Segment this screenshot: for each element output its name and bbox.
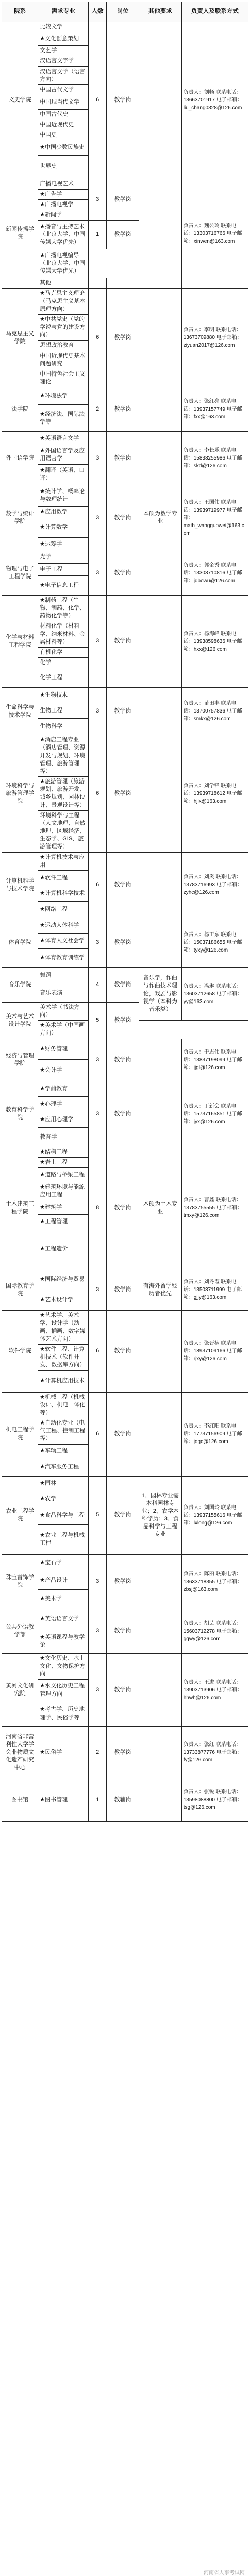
position-cell: 教学岗	[107, 485, 139, 551]
contact-cell: 负责人：丁新会 联系电话：15737165851 电子邮箱：jyx@126.com	[181, 1081, 248, 1147]
position-cell: 教学岗	[107, 595, 139, 687]
table-body	[2, 22, 248, 1822]
dept-cell: 马克思主义学院	[2, 289, 38, 387]
dept-cell: 教育科学学院	[2, 1081, 38, 1147]
requirement-cell	[139, 22, 181, 179]
dept-cell: 法学院	[2, 387, 38, 432]
major-cell: ★汽车服务工程	[38, 1459, 89, 1476]
major-cell: 光学	[38, 551, 89, 563]
contact-cell: 负责人：张红 联系电话：13733877776 电子邮箱：fy@126.com	[181, 1727, 248, 1778]
major-cell: 汉语言文字学	[38, 56, 89, 66]
major-cell: ★中共党史（党的学说与党的建设方向）	[38, 314, 89, 341]
dept-cell: 数学与统计学院	[2, 485, 38, 551]
table-row	[2, 485, 248, 506]
dept-cell: 体育学院	[2, 918, 38, 967]
position-cell: 教学岗	[107, 1653, 139, 1727]
contact-cell: 负责人：王进 联系电话：13903713906 电子邮箱：hhwh@126.com	[181, 1653, 248, 1727]
dept-cell: 外国语学院	[2, 432, 38, 485]
position-cell: 教学岗	[107, 1081, 139, 1147]
contact-cell: 负责人：魏公玲 联系电话：13303716766 电子邮箱：xinwen@163.com	[181, 179, 248, 289]
recruitment-table-container	[2, 2, 248, 1822]
requirement-cell	[139, 289, 181, 387]
dept-cell: 美术与艺术设计学院	[2, 1002, 38, 1039]
major-cell: 材料化学（材料学、纳米材料、金属材料等）	[38, 621, 89, 648]
dept-cell: 河南省非营利性大学学会非物质文化遗产研究中心	[2, 1727, 38, 1778]
dept-cell: 软件学院	[2, 1311, 38, 1392]
major-cell: ★艺术学、美术学、设计学（动画、插画、数字媒体艺术方向）	[38, 1311, 89, 1345]
major-cell: ★艺术设计学	[38, 1290, 89, 1311]
contact-cell: 负责人：苗田丰 联系电话：13700757836 电子邮箱：smkx@126.com	[181, 688, 248, 735]
position-cell: 教学岗	[107, 387, 139, 432]
count-cell: 6	[89, 735, 107, 852]
table-row	[2, 1727, 248, 1778]
header-requirements: 其他要求	[139, 2, 181, 22]
position-cell: 教学岗	[107, 432, 139, 485]
major-cell: ★网络工程	[38, 901, 89, 918]
requirement-cell	[139, 1653, 181, 1727]
major-cell: ★水文化历史工程管理方向	[38, 1680, 89, 1701]
contact-cell: 负责人：张红亮 联系电话：13937157749 电子邮箱：fxx@163.com	[181, 387, 248, 432]
count-cell: 1	[89, 1778, 107, 1822]
requirement-cell	[139, 1609, 181, 1653]
major-cell: ★旅游管理（旅游规划、旅游开发、城乡规划、园林设计、景观设计等）	[38, 777, 89, 811]
requirement-cell	[139, 1727, 181, 1778]
major-cell: 思想政治教育	[38, 341, 89, 351]
dept-cell: 化学与材料工程学院	[2, 595, 38, 687]
contact-cell: 负责人：刘冬霞 联系电话：13503711999 电子邮箱：gjjy@163.com	[181, 1269, 248, 1311]
contact-cell: 负责人：冯琳 联系电话：13603712658 电子邮箱：yy@163.com	[181, 967, 248, 1020]
dept-cell: 环境科学与旅游管理学院	[2, 735, 38, 852]
major-cell: ★生物技术	[38, 688, 89, 703]
contact-cell: 负责人：张晋楠 联系电话：18937109166 电子邮箱：rjxy@126.com	[181, 1311, 248, 1392]
major-cell: 中国古代史	[38, 110, 89, 120]
dept-cell: 音乐学院	[2, 967, 38, 1002]
requirement-cell: 本硕为土木专业	[139, 1147, 181, 1269]
position-cell: 教学岗	[107, 967, 139, 1002]
major-cell: ★外国语言学及应用语言学	[38, 446, 89, 464]
major-cell: ★结构工程	[38, 1147, 89, 1157]
position-cell: 教学岗	[107, 179, 139, 221]
table-row	[2, 1039, 248, 1059]
major-cell: ★酒店工程专业（酒店管理、资源开发与规划、环境管理、旅游管理等）	[38, 735, 89, 777]
major-cell: ★宝石学	[38, 1554, 89, 1572]
major-cell: ★体育教育训练学	[38, 948, 89, 967]
major-cell: ★计算数学	[38, 517, 89, 537]
position-cell	[107, 278, 139, 289]
major-cell: 中国现当代文学	[38, 95, 89, 110]
major-cell: 化学工程	[38, 668, 89, 688]
table-row	[2, 1476, 248, 1492]
major-cell: 环境科学与工程（人文地理、自然地理、区域经济、生态学、GIS、旅游管理等）	[38, 810, 89, 852]
requirement-cell	[139, 595, 181, 687]
major-cell: ★软件工程	[38, 870, 89, 886]
table-row	[2, 1653, 248, 1680]
count-cell: 3	[89, 1081, 107, 1147]
major-cell: ★建筑学	[38, 1200, 89, 1215]
major-cell: 广播电视艺术	[38, 179, 89, 189]
requirement-cell: 音乐学，作曲与作曲技术理论，戏剧与影视学（本科为音乐类）	[139, 967, 181, 1020]
requirement-cell	[139, 852, 181, 918]
contact-cell: 负责人：曹鑫 联系电话：13783755555 电子邮箱：tmxy@126.com	[181, 1147, 248, 1269]
major-cell: 生物工程	[38, 703, 89, 719]
major-cell: ★体育人文社会学	[38, 933, 89, 948]
major-cell: ★岩土工程	[38, 1157, 89, 1167]
table-row	[2, 1269, 248, 1290]
major-cell: ★工程造价	[38, 1229, 89, 1269]
count-cell: 3	[89, 551, 107, 595]
count-cell: 3	[89, 179, 107, 221]
count-cell: 3	[89, 432, 107, 485]
header-position: 岗位	[107, 2, 139, 22]
count-cell: 3	[89, 1039, 107, 1081]
dept-cell: 农业工程学院	[2, 1476, 38, 1554]
table-row	[2, 432, 248, 446]
major-cell: ★车辆工程	[38, 1444, 89, 1459]
table-row	[2, 595, 248, 621]
recruitment-table	[2, 2, 248, 1822]
major-cell: 文艺学	[38, 46, 89, 56]
dept-cell: 国际教育学院	[2, 1269, 38, 1311]
table-row	[2, 179, 248, 189]
count-cell	[89, 278, 107, 289]
major-cell: ★应用数学	[38, 506, 89, 517]
contact-cell: 负责人：刘畅 联系电话：13663701917 电子邮箱：liu_chang0328@126.com	[181, 22, 248, 179]
major-cell: 世界史	[38, 155, 89, 179]
table-row	[2, 551, 248, 563]
major-cell: ★广告学	[38, 189, 89, 199]
count-cell: 3	[89, 1554, 107, 1609]
position-cell: 教学岗	[107, 551, 139, 595]
position-cell: 教学岗	[107, 918, 139, 967]
major-cell: ★考古学、历史地理学、民俗学等	[38, 1701, 89, 1727]
requirement-cell: 1、园林专业需本科园林专业；2、农学本科学历；3、食品科学与工程专业	[139, 1476, 181, 1554]
contact-cell: 负责人：刘炎 联系电话：13783716993 电子邮箱：zyhc@126.com	[181, 852, 248, 918]
contact-cell: 负责人：胡芸 联系电话：15603712278 电子邮箱：ggwy@126.com	[181, 1609, 248, 1653]
position-cell: 教学岗	[107, 1039, 139, 1081]
table-row	[2, 918, 248, 933]
table-header-row	[2, 2, 248, 22]
contact-cell: 负责人：李长乐 联系电话：15838255986 电子邮箱：skd@126.com	[181, 432, 248, 485]
major-cell: ★马克思主义理论（马克思主义基本原理方向）	[38, 289, 89, 315]
requirement-cell: 本硕为数学专业	[139, 485, 181, 551]
major-cell: 电子工程	[38, 563, 89, 575]
major-cell: ★建筑环境与能源应用工程	[38, 1182, 89, 1200]
major-cell: ★道路与桥梁工程	[38, 1167, 89, 1182]
count-cell: 3	[89, 918, 107, 967]
major-cell: ★农学	[38, 1492, 89, 1507]
contact-cell: 负责人：刘国玲 联系电话：13937155616 电子邮箱：lxlong@126.com	[181, 1476, 248, 1554]
major-cell: 有机化学	[38, 647, 89, 657]
requirement-cell	[139, 387, 181, 432]
count-cell: 6	[89, 1311, 107, 1392]
count-cell: 2	[89, 387, 107, 432]
major-cell: 中国古代文学	[38, 84, 89, 95]
requirement-cell	[139, 1554, 181, 1609]
major-cell: ★计算机科学技术	[38, 886, 89, 901]
position-cell: 教学岗	[107, 1269, 139, 1311]
major-cell: ★农业工程与机械工程	[38, 1524, 89, 1554]
major-cell: 中国史	[38, 130, 89, 141]
contact-cell: 负责人：李红阳 联系电话：17737156909 电子邮箱：jdgc@126.com	[181, 1392, 248, 1476]
major-cell: 舞蹈	[38, 967, 89, 984]
major-cell: ★英语语言文学	[38, 1609, 89, 1630]
major-cell: ★产品设计	[38, 1572, 89, 1589]
contact-cell: 负责人：刘学锋 联系电话：13939718612 电子邮箱：hjlx@163.com	[181, 735, 248, 852]
table-row	[2, 1554, 248, 1572]
position-cell: 教学岗	[107, 1147, 139, 1269]
major-cell: ★会计学	[38, 1059, 89, 1081]
position-cell: 教学岗	[107, 688, 139, 735]
count-cell: 5	[89, 1002, 107, 1039]
major-cell: ★文化创意策划	[38, 32, 89, 46]
requirement-cell	[139, 551, 181, 595]
count-cell: 5	[89, 1476, 107, 1554]
dept-cell: 图书馆	[2, 1778, 38, 1822]
dept-cell: 经济与管理学院	[2, 1039, 38, 1081]
major-cell: ★食品科学与工程	[38, 1507, 89, 1524]
major-cell: ★学前教育	[38, 1081, 89, 1096]
position-cell: 教学岗	[107, 852, 139, 918]
major-cell: ★民俗学	[38, 1727, 89, 1778]
major-cell: ★国际经济与贸易	[38, 1269, 89, 1290]
position-cell: 教学岗	[107, 1554, 139, 1609]
major-cell: ★应用心理学	[38, 1112, 89, 1127]
major-cell: 生物科学	[38, 719, 89, 735]
contact-cell: 负责人：杨卫东 联系电话：15037186655 电子邮箱：tyxy@126.com	[181, 918, 248, 967]
major-cell: ★园林	[38, 1476, 89, 1492]
major-cell: 美术学（书法方向）	[38, 1002, 89, 1020]
major-cell: ★广播电视编导（北京大学、中国传媒大学优先）	[38, 249, 89, 278]
major-cell: 其他	[38, 278, 89, 289]
major-cell: ★工程管理	[38, 1215, 89, 1229]
table-row	[2, 688, 248, 703]
dept-cell: 计算机科学与技术学院	[2, 852, 38, 918]
position-cell: 教学岗	[107, 1002, 139, 1039]
table-row	[2, 852, 248, 870]
dept-cell: 土木建筑工程学院	[2, 1147, 38, 1269]
position-cell: 教学岗	[107, 1727, 139, 1778]
table-row	[2, 1147, 248, 1157]
major-cell: 化学	[38, 658, 89, 668]
requirement-cell	[139, 1039, 181, 1081]
major-cell: 比较文学	[38, 22, 89, 32]
count-cell: 3	[89, 485, 107, 551]
major-cell: ★计算机应用技术	[38, 1370, 89, 1392]
dept-cell: 物理与电子工程学院	[2, 551, 38, 595]
header-count: 人数	[89, 2, 107, 22]
major-cell: ★中国少数民族史	[38, 141, 89, 155]
requirement-cell: 有海外留学经历者优先	[139, 1269, 181, 1311]
contact-cell: 负责人：于志伟 联系电话：13837198099 电子邮箱：jjgl@126.com	[181, 1039, 248, 1081]
table-row	[2, 289, 248, 315]
header-contact: 负责人及联系方式	[181, 2, 248, 22]
major-cell: ★播音与主持艺术（北京大学、中国传媒大学优先）	[38, 221, 89, 249]
major-cell: ★机械工程（机械设计、机电一体化等）	[38, 1392, 89, 1418]
position-cell: 教学岗	[107, 22, 139, 179]
position-cell: 教学岗	[107, 1476, 139, 1554]
count-cell: 6	[89, 289, 107, 387]
dept-cell: 黄河文化研究院	[2, 1653, 38, 1727]
position-cell: 教辅岗	[107, 1778, 139, 1822]
dept-cell: 生命科学与技术学院	[2, 688, 38, 735]
count-cell: 3	[89, 688, 107, 735]
table-row	[2, 1392, 248, 1418]
major-cell: ★运筹学	[38, 537, 89, 551]
major-cell: ★美术学（中国画方向）	[38, 1021, 89, 1039]
contact-cell: 负责人：郭金秀 联系电话：13303710816 电子邮箱：jdbowu@126.com	[181, 551, 248, 595]
major-cell: ★制药工程（生物、制药、化学、药物化学等）	[38, 595, 89, 621]
major-cell: ★自动化专业（电气工程、控制工程等）	[38, 1418, 89, 1445]
requirement-cell	[139, 735, 181, 852]
watermark: 河南省人事考试网	[204, 2570, 245, 2576]
table-row	[2, 967, 248, 984]
requirement-cell	[139, 432, 181, 485]
requirement-cell	[139, 1392, 181, 1476]
count-cell: 6	[89, 1392, 107, 1476]
major-cell: ★美术学	[38, 1589, 89, 1609]
header-major: 需求专业	[38, 2, 89, 22]
count-cell: 6	[89, 852, 107, 918]
major-cell: ★图书管理	[38, 1778, 89, 1822]
major-cell: ★财务管理	[38, 1039, 89, 1059]
major-cell: ★文化历史、水土文化、文物保护方向	[38, 1653, 89, 1680]
major-cell: 中国近现代史基本问题研究	[38, 351, 89, 369]
contact-cell: 负责人：王国伟 联系电话：13939719977 电子邮箱：math_wangguowei@163.com	[181, 485, 248, 551]
table-row	[2, 387, 248, 405]
dept-cell: 珠宝首饰学院	[2, 1554, 38, 1609]
major-cell: ★经济法、国际法学等	[38, 405, 89, 432]
requirement-cell	[139, 1311, 181, 1392]
major-cell: ★翻译（英语、口译）	[38, 464, 89, 485]
requirement-cell	[139, 1778, 181, 1822]
requirement-cell	[139, 179, 181, 289]
major-cell: ★计算机技术与应用	[38, 852, 89, 870]
table-row	[2, 1609, 248, 1630]
requirement-cell	[139, 1081, 181, 1147]
major-cell: 中国近现代史	[38, 120, 89, 130]
requirement-cell	[139, 688, 181, 735]
count-cell: 1	[89, 221, 107, 249]
contact-cell: 负责人：张锐 联系电话：13598088800 电子邮箱：tsg@126.com	[181, 1778, 248, 1822]
major-cell: ★英语语言文学	[38, 432, 89, 446]
count-cell: 8	[89, 1147, 107, 1269]
count-cell: 3	[89, 1269, 107, 1311]
major-cell: ★新闻学	[38, 210, 89, 221]
count-cell: 2	[89, 1727, 107, 1778]
major-cell: 音乐表演	[38, 984, 89, 1002]
major-cell: ★广播电视学	[38, 199, 89, 210]
major-cell: ★统计学、概率论与数理统计	[38, 485, 89, 506]
position-cell: 教学岗	[107, 289, 139, 387]
table-row	[2, 1311, 248, 1345]
position-cell: 教学岗	[107, 1311, 139, 1392]
major-cell: 汉语言文学（语言方向）	[38, 66, 89, 84]
table-row	[2, 1081, 248, 1096]
major-cell: ★英语课程与教学论	[38, 1630, 89, 1653]
contact-cell: 负责人：陈丽 联系电话：13633718355 电子邮箱：zbsj@163.com	[181, 1554, 248, 1609]
count-cell: 3	[89, 595, 107, 687]
header-dept: 院系	[2, 2, 38, 22]
major-cell: ★电子信息工程	[38, 575, 89, 595]
position-cell: 教学岗	[107, 1609, 139, 1653]
contact-cell: 负责人：杨海峰 联系电话：13938598636 电子邮箱：hxx@126.com	[181, 595, 248, 687]
major-cell: ★软件工程、计算机技术（软件开发、数据库方向）	[38, 1345, 89, 1371]
position-cell: 教学岗	[107, 221, 139, 249]
count-cell: 6	[89, 22, 107, 179]
position-cell: 教学岗	[107, 1392, 139, 1476]
dept-cell: 文史学院	[2, 22, 38, 179]
requirement-cell	[139, 918, 181, 967]
table-row	[2, 1778, 248, 1822]
count-cell: 3	[89, 1609, 107, 1653]
count-cell: 4	[89, 967, 107, 1002]
dept-cell: 公共外语教学部	[2, 1609, 38, 1653]
major-cell: 教育学	[38, 1127, 89, 1147]
major-cell: ★运动人体科学	[38, 918, 89, 933]
contact-cell: 负责人：李明 联系电话：13673709880 电子邮箱：ziyuan2017@126.com	[181, 289, 248, 387]
position-cell: 教学岗	[107, 735, 139, 852]
table-row	[2, 22, 248, 32]
table-row	[2, 735, 248, 777]
count-cell: 3	[89, 1653, 107, 1727]
dept-cell: 新闻传播学院	[2, 179, 38, 289]
major-cell: ★心理学	[38, 1096, 89, 1112]
major-cell: 中国特色社会主义理论	[38, 369, 89, 387]
major-cell: ★环境法学	[38, 387, 89, 405]
dept-cell: 机电工程学院	[2, 1392, 38, 1476]
